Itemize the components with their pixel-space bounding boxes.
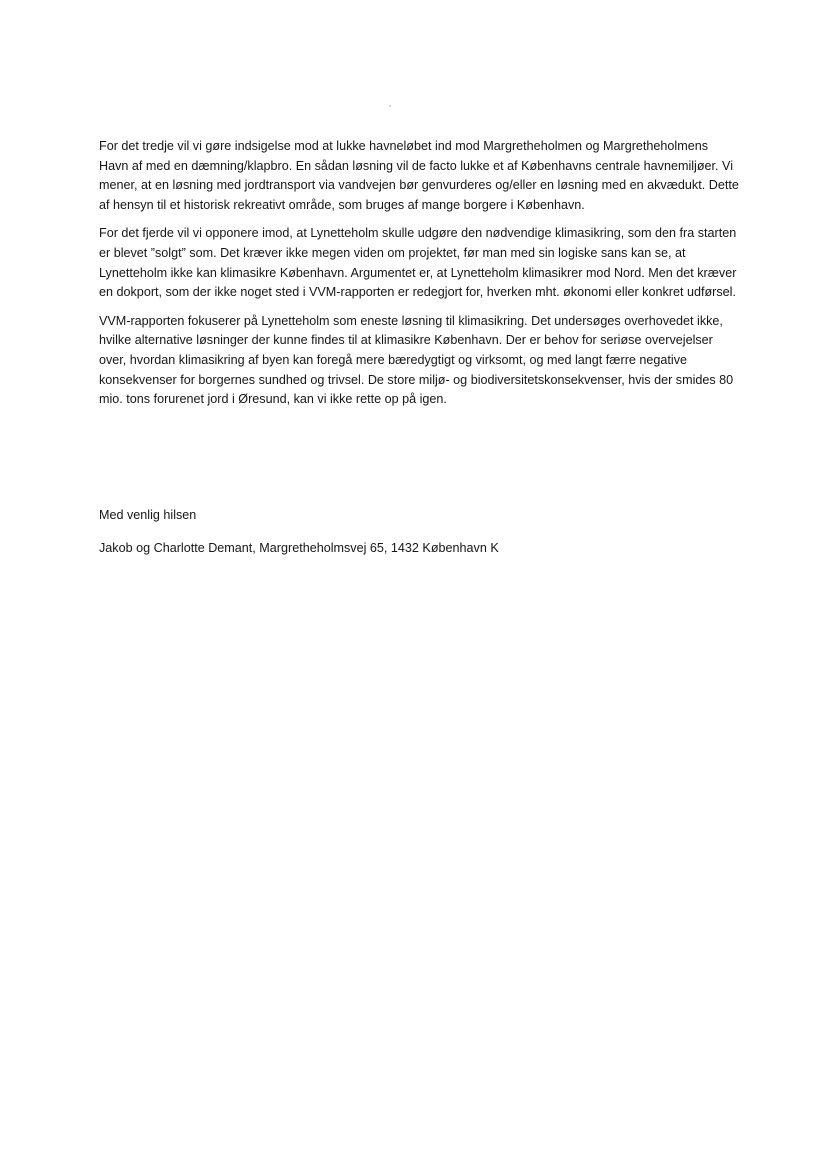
closing-greeting: Med venlig hilsen — [99, 508, 197, 522]
paragraph-vvm-report: VVM-rapporten fokuserer på Lynetteholm som eneste løsning til klimasikring. Det undersøges overhovedet ikke, hvilke alternative løsninger der kunne findes til at klimasikre København. Der er behov for seriøse overvejelser over, hvordan klimasikring af byen kan foregå mere bæredygtigt og virksomt, og med langt færre negative konsekvenser for borgernes sundhed og trivsel. De store miljø- og biodiversitetskonsekvenser, hvis der smides 80 mio. tons forurenet jord i Øresund, kan vi ikke rette op på igen. — [99, 313, 734, 407]
paragraph-fourth-objection: For det fjerde vil vi opponere imod, at Lynetteholm skulle udgøre den nødvendige klimasikring, som den fra starten er blevet ”solgt” som. Det kræver ikke megen viden om projektet, før man med sin logiske sans kan se, at Lynetteholm ikke kan klimasikre København. Argumentet er, at Lynetteholm klimasikrer mod Nord. Men det kræver en dokport, som der ikke noget sted i VVM-rapporten er redegjort for, hverken mht. økonomi eller konkret udførsel. — [99, 226, 737, 300]
scan-speck — [389, 105, 391, 107]
letter-body — [99, 137, 739, 419]
signature-line: Jakob og Charlotte Demant, Margretheholmsvej 65, 1432 København K — [99, 541, 499, 555]
paragraph-third-objection: For det tredje vil vi gøre indsigelse mod at lukke havneløbet ind mod Margretheholmen og Margretheholmens Havn af med en dæmning/klapbro. En sådan løsning vil de facto lukke et af Københavns centrale havnemiljøer. Vi mener, at en løsning med jordtransport via vandvejen bør genvurderes og/eller en løsning med en akvædukt. Dette af hensyn til et historisk rekreativt område, som bruges af mange borgere i København. — [99, 139, 739, 212]
